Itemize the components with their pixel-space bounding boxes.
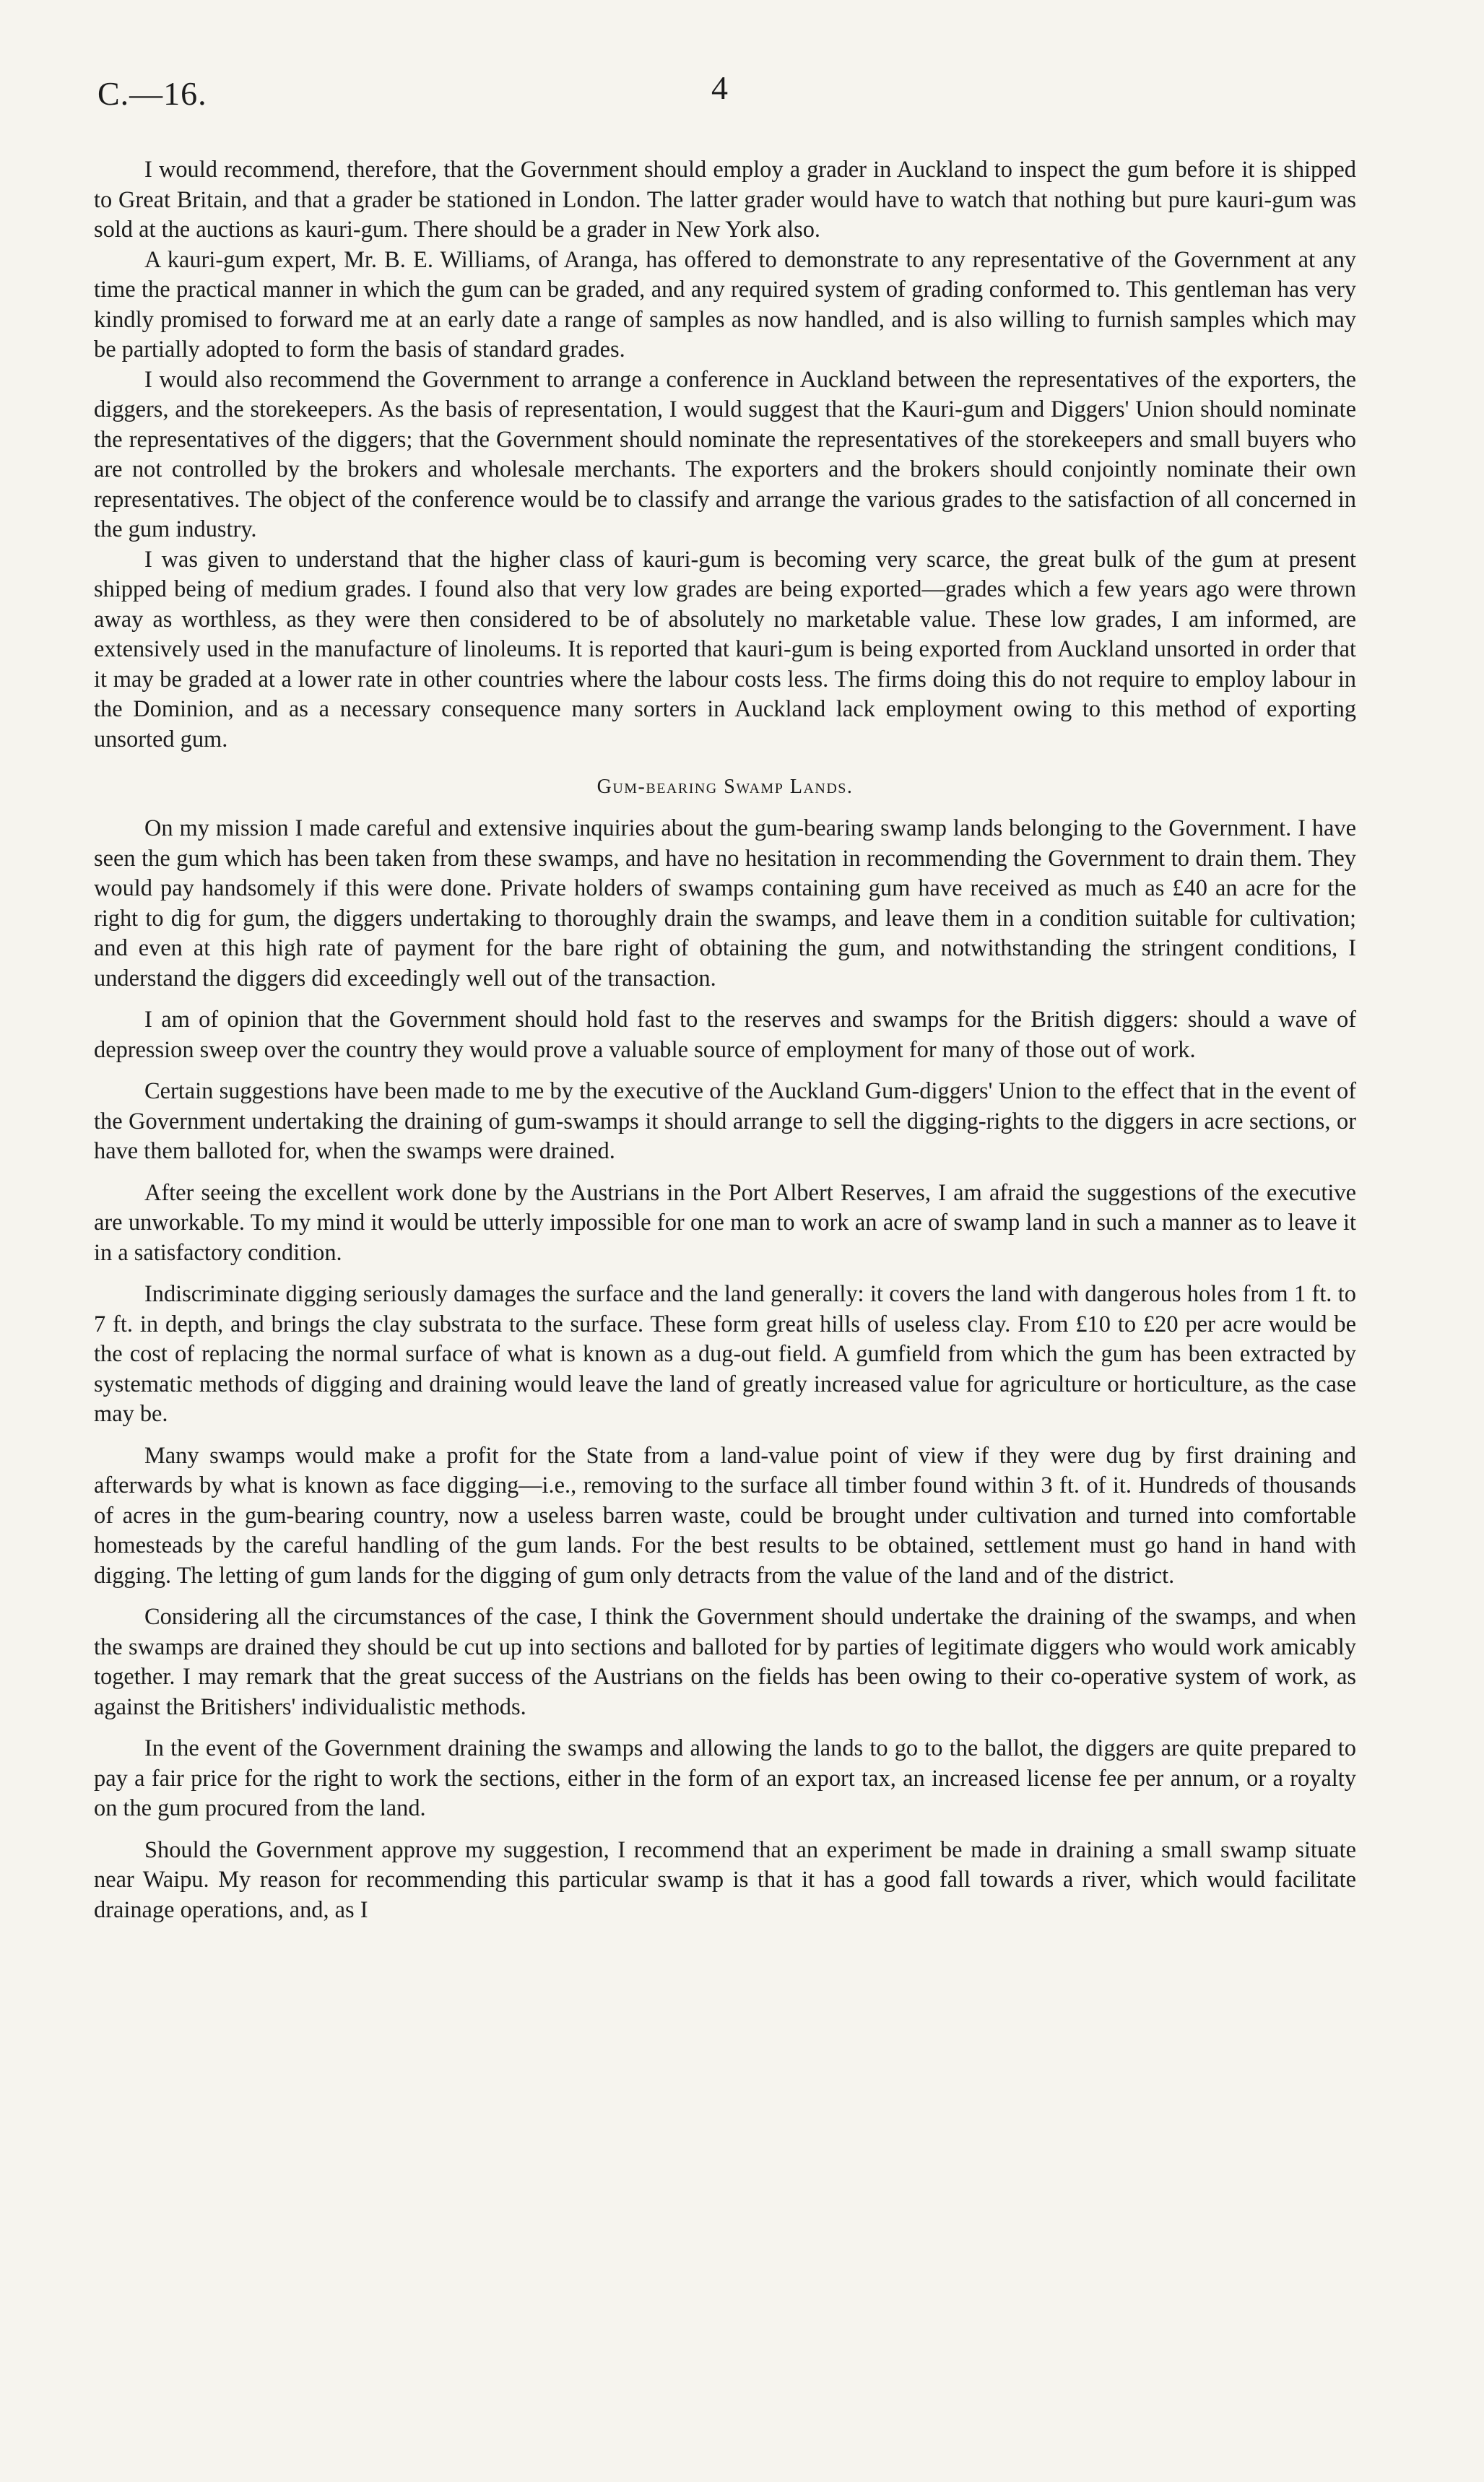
paragraph-conference: I would also recommend the Government to arrange a conference in Auckland between the representatives of the exporters, the diggers, and the storekeepers. As the basis of representation, I would suggest that the Kauri-gum and Diggers' Union should nominate the representatives of the diggers; that the Government should nominate the representatives of the storekeepers and small buyers who are not controlled by the brokers and wholesale merchants. The exporters and the brokers should conjointly nominate their own representatives. The object of the conference would be to classify and arrange the various grades to the satisfaction of all concerned in the gum industry. bbox=[94, 366, 1356, 542]
document-body bbox=[94, 155, 1356, 1925]
page-header bbox=[97, 69, 1368, 130]
paragraph-swamp-inquiries: On my mission I made careful and extensive inquiries about the gum-bearing swamp lands belonging to the Government. I have seen the gum which has been taken from these swamps, and have no hesitation in recommending the Government to drain them. They would pay handsomely if this were done. Private holders of swamps containing gum have received as much as £40 an acre for the right to dig for gum, the diggers undertaking to thoroughly drain the swamps, and leave them in a condition suitable for cultivation; and even at this high rate of payment for the bare right of obtaining the gum, and notwithstanding the stringent conditions, I understand the diggers did exceedingly well out of the transaction. bbox=[94, 815, 1356, 992]
section-heading: Gum-bearing Swamp Lands. bbox=[596, 776, 854, 798]
paragraph-port-albert: After seeing the excellent work done by the Austrians in the Port Albert Reserves, I am afraid the suggestions of the executive are unworkable. To my mind it would be utterly impossible for one man to work an acre of swamp land in such a manner as to leave it in a satisfactory condition. bbox=[94, 1179, 1356, 1266]
paragraph-waipu-experiment: Should the Government approve my suggestion, I recommend that an experiment be made in draining a small swamp situate near Waipu. My reason for recommending this particular swamp is that it has a good fall towards a river, which would facilitate drainage operations, and, as I bbox=[94, 1836, 1356, 1923]
document-reference: C.—16. bbox=[97, 75, 207, 112]
paragraph-grades-exported: I was given to understand that the higher class of kauri-gum is becoming very scarce, the great bulk of the gum at present shipped being of medium grades. I found also that very low grades are being exported—grades which a few years ago were thrown away as worthless, as they were then considered to be of absolutely no marketable value. These low grades, I am informed, are extensively used in the manufacture of linoleums. It is reported that kauri-gum is being exported from Auckland unsorted in order that it may be graded at a lower rate in other countries where the labour costs less. The firms doing this do not require to employ labour in the Dominion, and as a necessary consequence many sorters in Auckland lack employment owing to this method of exporting unsorted gum. bbox=[94, 546, 1356, 752]
paragraph-indiscriminate-digging: Indiscriminate digging seriously damages the surface and the land generally: it covers the land with dangerous holes from 1 ft. to 7 ft. in depth, and brings the clay substrata to the surface. These form great hills of useless clay. From £10 to £20 per acre would be the cost of replacing the normal surface of what is known as a dug-out field. A gumfield from which the gum has been extracted by systematic methods of digging and draining would leave the land of greatly increased value for agriculture or horticulture, as the case may be. bbox=[94, 1281, 1356, 1427]
paragraph-face-digging: Many swamps would make a profit for the State from a land-value point of view if they were dug by first draining and afterwards by what is known as face digging—i.e., removing to the surface all timber found within 3 ft. of it. Hundreds of thousands of acres in the gum-bearing country, now a useless barren waste, could be brought under cultivation and turned into comfortable homesteads by the careful handling of the gum lands. For the best results to be obtained, settlement must go hand in hand with digging. The letting of gum lands for the digging of gum only detracts from the value of the land and of the district. bbox=[94, 1442, 1356, 1589]
paragraph-government-draining: Considering all the circumstances of the case, I think the Government should undertake the draining of the swamps, and when the swamps are drained they should be cut up into sections and balloted for by parties of legitimate diggers who would work amicably together. I may remark that the great success of the Austrians on the fields has been owing to their co-operative system of work, as against the Britishers' individualistic methods. bbox=[94, 1604, 1356, 1720]
paragraph-union-suggestions: Certain suggestions have been made to me by the executive of the Auckland Gum-diggers' Union to the effect that in the event of the Government undertaking the draining of gum-swamps it should arrange to sell the digging-rights to the diggers in acre sections, or have them balloted for, when the swamps were drained. bbox=[94, 1078, 1356, 1164]
paragraph-expert-offer: A kauri-gum expert, Mr. B. E. Williams, of Aranga, has offered to demonstrate to any representative of the Government at any time the practical manner in which the gum can be graded, and any required system of grading conformed to. This gentleman has very kindly promised to forward me at an early date a range of samples as now handled, and is also willing to furnish samples which may be partially adopted to form the basis of standard grades. bbox=[94, 246, 1356, 363]
paragraph-grader-recommendation: I would recommend, therefore, that the Government should employ a grader in Auckland to inspect the gum before it is shipped to Great Britain, and that a grader be stationed in London. The latter grader would have to watch that nothing but pure kauri-gum was sold at the auctions as kauri-gum. There should be a grader in New York also. bbox=[94, 157, 1356, 243]
paragraph-reserves-opinion: I am of opinion that the Government should hold fast to the reserves and swamps for the British diggers: should a wave of depression sweep over the country they would prove a valuable source of employment for many of those out of work. bbox=[94, 1007, 1356, 1063]
paragraph-ballot: In the event of the Government draining the swamps and allowing the lands to go to the ballot, the diggers are quite prepared to pay a fair price for the right to work the sections, either in the form of an export tax, an increased license fee per annum, or a royalty on the gum procured from the land. bbox=[94, 1735, 1356, 1821]
page-number: 4 bbox=[711, 69, 728, 106]
